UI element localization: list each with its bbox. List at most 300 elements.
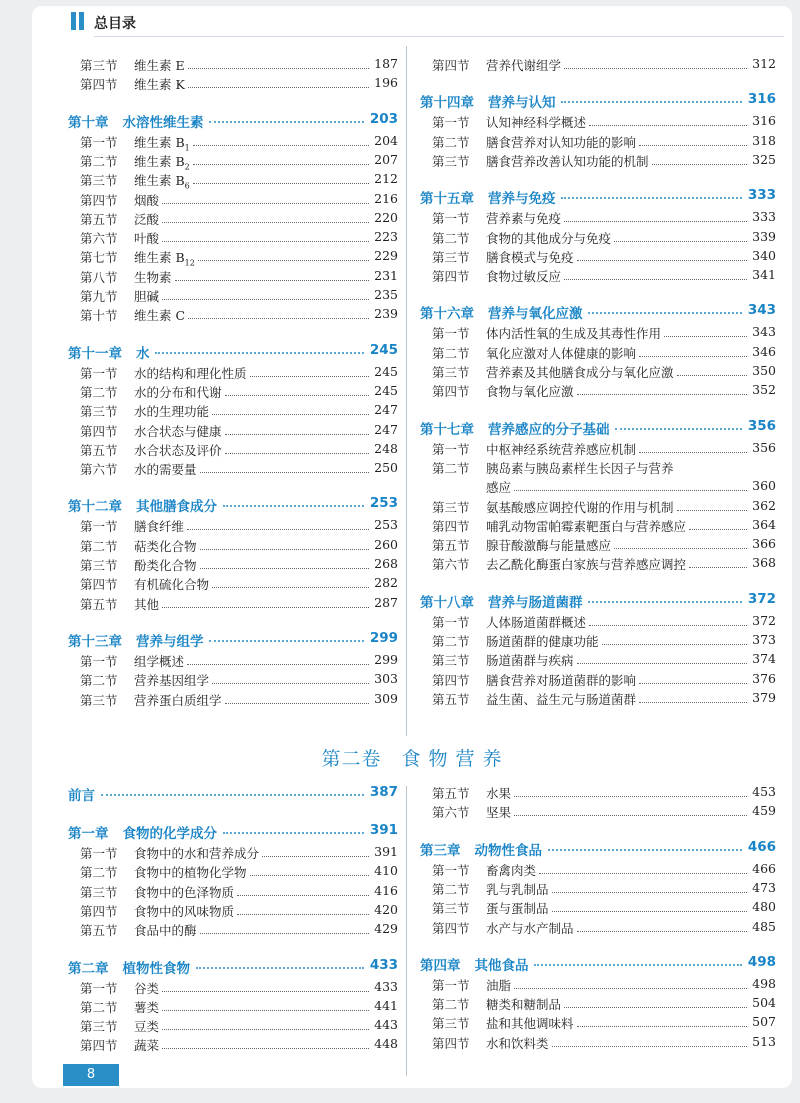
toc-entry — [68, 1036, 398, 1055]
section-title — [486, 498, 674, 516]
leader-dots — [162, 991, 369, 992]
section-title — [134, 441, 222, 459]
section-title-text: 生物素 — [134, 269, 172, 285]
section-number: 第十节 — [80, 308, 118, 324]
toc-entry — [420, 133, 776, 152]
chapter-number: 前言 — [68, 788, 95, 804]
section-title-text: 水的分布和代谢 — [134, 384, 222, 400]
section-page: 245 — [374, 363, 398, 379]
leader-dots — [200, 568, 370, 569]
section-title-text: 维生素 C — [134, 308, 186, 324]
section-title-text: 哺乳动物雷帕霉素靶蛋白与营养感应 — [486, 518, 687, 534]
section-title-text: 盐和其他调味料 — [486, 1016, 574, 1032]
section-title — [134, 306, 185, 324]
section-title — [486, 478, 511, 496]
leader-dots — [162, 299, 369, 300]
section-page: 223 — [374, 229, 398, 245]
section-number: 第二节 — [80, 999, 118, 1015]
section-title — [486, 555, 686, 573]
toc-entry — [68, 56, 398, 75]
section-number: 第四节 — [80, 423, 118, 439]
toc-chapter — [68, 342, 398, 364]
chapter-number: 第十五章 — [420, 191, 474, 208]
leader-dots — [193, 164, 369, 165]
section-number: 第二节 — [80, 538, 118, 554]
toc-entry — [420, 536, 776, 555]
toc-entry — [420, 363, 776, 382]
section-title — [486, 517, 686, 535]
section-title-subscript: 1 — [184, 143, 190, 153]
chapter-page: 466 — [747, 838, 776, 855]
section-number: 第三节 — [80, 404, 118, 420]
toc-entry — [68, 691, 398, 710]
chapter-page: 498 — [747, 953, 776, 970]
chapter-title: 营养与组学 — [135, 633, 204, 650]
toc-entry — [68, 863, 398, 882]
toc-entry — [420, 919, 776, 938]
chapter-title: 水溶性维生素 — [122, 114, 204, 131]
section-title-text: 维生素 K — [134, 77, 185, 93]
section-number: 第六节 — [432, 557, 470, 573]
section-page: 287 — [374, 594, 398, 610]
section-page: 373 — [752, 632, 776, 647]
section-title-text: 去乙酰化酶蛋白家族与营养感应调控 — [486, 557, 687, 573]
section-page: 309 — [374, 690, 398, 706]
leader-dots — [250, 875, 370, 876]
section-page: 196 — [374, 75, 398, 91]
toc-entry — [68, 268, 398, 287]
leader-dots — [514, 796, 747, 797]
section-title-text: 其他 — [134, 596, 160, 612]
chapter-number: 第四章 — [420, 957, 461, 974]
section-title — [486, 56, 561, 74]
section-page: 350 — [752, 363, 776, 378]
toc-entry — [420, 344, 776, 363]
section-page: 346 — [752, 343, 776, 359]
section-page: 247 — [374, 402, 398, 418]
section-title-text: 营养代谢组学 — [486, 58, 562, 73]
chapter-number: 第一章 — [68, 826, 109, 842]
section-page: 372 — [752, 612, 776, 628]
toc-entry — [420, 248, 776, 267]
section-number: 第二节 — [432, 881, 470, 897]
leader-dots — [588, 601, 741, 603]
toc-entry — [68, 152, 398, 171]
section-title-text: 营养基因组学 — [134, 673, 210, 689]
leader-dots — [162, 241, 369, 242]
section-title-text: 水合状态与健康 — [134, 423, 222, 439]
section-number: 第八节 — [80, 269, 118, 285]
section-title-text: 感应 — [486, 480, 512, 496]
toc-entry — [420, 478, 776, 497]
toc-entry — [68, 248, 398, 267]
section-page: 239 — [374, 306, 398, 322]
section-number: 第二节 — [432, 230, 470, 246]
section-number: 第三节 — [80, 884, 118, 900]
section-number: 第三节 — [80, 173, 118, 189]
section-title-text: 中枢神经系统营养感应机制 — [486, 441, 637, 457]
toc-page — [32, 6, 792, 1088]
section-page: 410 — [374, 863, 398, 879]
section-page: 507 — [752, 1014, 776, 1030]
section-title — [134, 210, 159, 228]
section-number: 第二节 — [80, 865, 118, 881]
toc-entry — [68, 921, 398, 940]
toc-entry — [420, 459, 776, 478]
section-title-text: 氨基酸感应调控代谢的作用与机制 — [486, 499, 674, 515]
leader-dots — [577, 394, 748, 395]
section-title-text: 益生菌、益生元与肠道菌群 — [486, 691, 637, 707]
section-number: 第四节 — [432, 920, 470, 936]
section-title — [134, 652, 184, 670]
section-page: 453 — [752, 784, 776, 799]
section-title-text: 营养蛋白质组学 — [134, 692, 222, 708]
section-number: 第三节 — [432, 499, 470, 515]
section-page: 312 — [752, 56, 776, 71]
leader-dots — [577, 1026, 748, 1027]
section-page: 340 — [752, 247, 776, 263]
leader-dots — [652, 164, 748, 165]
toc-entry — [420, 784, 776, 803]
leader-dots — [188, 318, 369, 319]
section-page: 374 — [752, 651, 776, 667]
toc-entry — [420, 1014, 776, 1033]
section-page: 513 — [752, 1033, 776, 1049]
leader-dots — [162, 1010, 369, 1011]
leader-dots — [198, 260, 369, 261]
section-page: 260 — [374, 536, 398, 552]
leader-dots — [577, 663, 748, 664]
section-title — [134, 422, 222, 440]
toc-entry — [68, 595, 398, 614]
toc-entry — [420, 113, 776, 132]
section-number: 第四节 — [80, 1038, 118, 1054]
chapter-page: 372 — [747, 590, 776, 607]
section-number: 第四节 — [80, 577, 118, 593]
toc-entry — [420, 861, 776, 880]
section-title-text: 维生素 B — [134, 173, 185, 189]
section-number: 第九节 — [80, 289, 118, 304]
section-page: 473 — [752, 879, 776, 895]
section-number: 第三节 — [80, 58, 118, 73]
section-number: 第三节 — [432, 653, 470, 669]
page-title: 总目录 — [94, 16, 136, 32]
section-title — [134, 556, 197, 574]
section-number: 第一节 — [432, 211, 470, 227]
leader-dots — [552, 1046, 748, 1047]
chapter-number: 第十四章 — [420, 95, 474, 112]
leader-dots — [664, 336, 747, 337]
section-number: 第三节 — [432, 901, 470, 917]
section-number: 第三节 — [432, 365, 470, 380]
leader-dots — [225, 453, 370, 454]
section-title — [134, 537, 197, 555]
section-page: 216 — [374, 190, 398, 206]
section-page: 360 — [752, 478, 776, 494]
toc-entry — [68, 844, 398, 863]
leader-dots — [564, 68, 747, 69]
chapter-title: 营养感应的分子基础 — [487, 421, 610, 438]
section-title — [134, 248, 195, 268]
leader-dots — [237, 914, 369, 915]
leader-dots — [225, 434, 370, 435]
section-title-text: 组学概述 — [134, 653, 185, 669]
section-title-text: 油脂 — [486, 977, 512, 993]
section-page: 480 — [752, 899, 776, 915]
section-page: 416 — [374, 882, 398, 898]
leader-dots — [200, 933, 370, 934]
toc-entry — [420, 440, 776, 459]
section-title-text: 水果 — [486, 786, 512, 801]
leader-dots — [589, 625, 747, 626]
section-title-text: 蔬菜 — [134, 1038, 160, 1054]
leader-dots — [614, 548, 747, 549]
section-page: 341 — [752, 267, 776, 283]
leader-dots — [689, 529, 747, 530]
section-page: 318 — [752, 132, 776, 148]
section-title — [486, 113, 586, 131]
leader-dots — [639, 452, 747, 453]
section-number: 第二节 — [80, 153, 118, 169]
leader-dots — [196, 967, 364, 969]
section-page: 429 — [374, 921, 398, 937]
chapter-page: 333 — [747, 187, 776, 204]
section-title-text: 酚类化合物 — [134, 558, 197, 573]
chapter-page: 203 — [369, 110, 398, 127]
section-title — [134, 383, 222, 401]
section-title-text: 膳食纤维 — [134, 519, 185, 535]
section-page: 187 — [374, 56, 398, 71]
section-title — [486, 651, 574, 669]
chapter-page: 316 — [747, 91, 776, 108]
toc-entry — [420, 152, 776, 171]
section-number: 第四节 — [432, 384, 470, 400]
toc-entry — [68, 979, 398, 998]
leader-dots — [588, 312, 741, 314]
leader-dots — [564, 221, 747, 222]
section-page: 352 — [752, 382, 776, 398]
toc-entry — [420, 880, 776, 899]
section-page: 362 — [752, 497, 776, 513]
leader-dots — [552, 911, 748, 912]
section-page: 250 — [374, 460, 398, 476]
section-title-text: 氧化应激对人体健康的影响 — [486, 345, 637, 361]
section-title — [134, 1036, 159, 1054]
toc-entry — [420, 995, 776, 1014]
toc-chapter — [68, 822, 398, 844]
section-page: 466 — [752, 860, 776, 876]
toc-entry — [68, 441, 398, 460]
chapter-page: 299 — [369, 629, 398, 646]
toc-entry — [420, 899, 776, 918]
section-title-text: 膳食营养对肠道菌群的影响 — [486, 672, 637, 688]
section-number: 第五节 — [432, 538, 470, 554]
chapter-title: 营养与认知 — [487, 95, 556, 112]
section-title-text: 水和饮料类 — [486, 1035, 549, 1051]
section-page: 247 — [374, 421, 398, 437]
chapter-number: 第三章 — [420, 842, 461, 859]
section-page: 245 — [374, 382, 398, 398]
toc-entry — [68, 364, 398, 383]
section-number: 第一节 — [80, 846, 118, 861]
leader-dots — [162, 1048, 369, 1049]
section-page: 248 — [374, 440, 398, 456]
leader-dots — [514, 988, 747, 989]
section-title-text: 畜禽肉类 — [486, 862, 537, 878]
toc-entry — [420, 498, 776, 517]
section-title-text: 食物中的色泽物质 — [134, 884, 235, 900]
toc-chapter — [420, 839, 776, 861]
section-title — [134, 1017, 159, 1035]
leader-dots — [677, 510, 748, 511]
section-page: 376 — [752, 670, 776, 686]
toc-entry — [68, 998, 398, 1017]
section-page: 379 — [752, 689, 776, 705]
section-title-text: 豆类 — [134, 1019, 160, 1035]
section-number: 第五节 — [432, 786, 470, 801]
section-title — [486, 919, 574, 937]
toc-entry — [68, 133, 398, 152]
section-number: 第四节 — [432, 269, 470, 285]
section-title-text: 薯类 — [134, 999, 160, 1015]
section-title — [134, 152, 190, 172]
section-title — [134, 998, 159, 1016]
toc-entry — [68, 402, 398, 421]
section-number: 第六节 — [80, 231, 118, 247]
section-number: 第六节 — [432, 805, 470, 821]
leader-dots — [689, 567, 747, 568]
chapter-number: 第十七章 — [420, 421, 474, 438]
section-title-text: 食物的其他成分与免疫 — [486, 230, 612, 246]
section-number: 第三节 — [80, 1019, 118, 1035]
section-title — [486, 995, 561, 1013]
chapter-page: 343 — [747, 302, 776, 319]
toc-entry — [420, 209, 776, 228]
section-title — [134, 671, 209, 689]
toc-entry — [68, 1017, 398, 1036]
section-title-text: 人体肠道菌群概述 — [486, 614, 587, 630]
section-title — [134, 460, 197, 478]
section-title — [134, 191, 159, 209]
section-number: 第七节 — [80, 250, 118, 266]
leader-dots — [262, 856, 369, 857]
section-number: 第二节 — [432, 634, 470, 649]
section-title-text: 水的需要量 — [134, 462, 197, 478]
section-title-text: 糖类和糖制品 — [486, 997, 562, 1013]
leader-dots — [175, 280, 370, 281]
section-title — [134, 902, 234, 920]
section-title — [486, 267, 561, 285]
section-title — [486, 440, 636, 458]
toc-entry — [420, 324, 776, 343]
toc-entry — [420, 690, 776, 709]
section-title-text: 萜类化合物 — [134, 538, 197, 554]
chapter-title: 水 — [135, 345, 150, 362]
section-number: 第一节 — [80, 365, 118, 381]
section-number: 第五节 — [80, 211, 118, 227]
chapter-page: 387 — [369, 784, 398, 800]
section-title-text: 水合状态及评价 — [134, 442, 222, 458]
section-number: 第一节 — [80, 980, 118, 996]
leader-dots — [639, 702, 747, 703]
toc-entry — [68, 171, 398, 190]
section-number: 第二节 — [432, 134, 470, 150]
section-title — [134, 229, 159, 247]
section-page: 316 — [752, 113, 776, 129]
toc-entry — [68, 556, 398, 575]
chapter-title: 其他膳食成分 — [135, 499, 217, 516]
section-title-subscript: 12 — [184, 258, 195, 268]
toc-entry — [68, 671, 398, 690]
leader-dots — [223, 832, 364, 834]
chapter-number: 第十一章 — [68, 345, 122, 362]
leader-dots — [561, 101, 741, 103]
section-number: 第四节 — [80, 192, 118, 208]
leader-dots — [162, 1029, 369, 1030]
section-title-text: 维生素 B — [134, 134, 185, 150]
section-page: 368 — [752, 555, 776, 571]
toc-entry — [420, 56, 776, 75]
section-title — [134, 56, 185, 74]
leader-dots — [564, 1007, 747, 1008]
toc-entry — [68, 75, 398, 94]
section-page: 282 — [374, 575, 398, 591]
section-number: 第三节 — [80, 692, 118, 708]
section-title — [486, 861, 536, 879]
toc-entry — [68, 537, 398, 556]
section-title-text: 肠道菌群与疾病 — [486, 653, 574, 669]
toc-entry — [420, 651, 776, 670]
section-title-text: 膳食营养对认知功能的影响 — [486, 134, 637, 150]
section-title — [486, 229, 611, 247]
section-title — [486, 976, 511, 994]
leader-dots — [162, 203, 369, 204]
column-divider — [406, 46, 407, 736]
section-number: 第一节 — [432, 326, 470, 342]
section-title-text: 乳与乳制品 — [486, 881, 549, 897]
section-title-subscript: 6 — [184, 181, 190, 191]
chapter-page: 245 — [369, 341, 398, 358]
section-title — [134, 364, 247, 382]
section-page: 253 — [374, 517, 398, 533]
section-title-text: 食物中的水和营养成分 — [134, 846, 260, 861]
section-title — [134, 75, 185, 93]
section-title — [486, 152, 649, 170]
section-number: 第一节 — [432, 614, 470, 630]
toc-entry — [420, 632, 776, 651]
section-title-text: 食物中的植物化学物 — [134, 865, 247, 881]
chapter-number: 第十八章 — [420, 594, 474, 611]
chapter-page: 391 — [369, 822, 398, 838]
section-number: 第四节 — [432, 672, 470, 688]
toc-chapter — [420, 187, 776, 209]
section-page: 235 — [374, 287, 398, 302]
toc-chapter — [68, 495, 398, 517]
leader-dots — [212, 683, 369, 684]
volume2-title: 第二卷 食 物 营 养 — [321, 748, 503, 770]
section-title — [486, 1014, 574, 1032]
chapter-title: 其他食品 — [474, 957, 529, 974]
section-number: 第三节 — [432, 249, 470, 265]
chapter-page: 433 — [369, 956, 398, 973]
section-number: 第二节 — [80, 384, 118, 400]
section-page: 433 — [374, 978, 398, 994]
section-page: 498 — [752, 975, 776, 991]
chapter-number: 第二章 — [68, 960, 109, 977]
toc-entry — [420, 976, 776, 995]
section-page: 485 — [752, 918, 776, 934]
section-title — [134, 921, 197, 939]
